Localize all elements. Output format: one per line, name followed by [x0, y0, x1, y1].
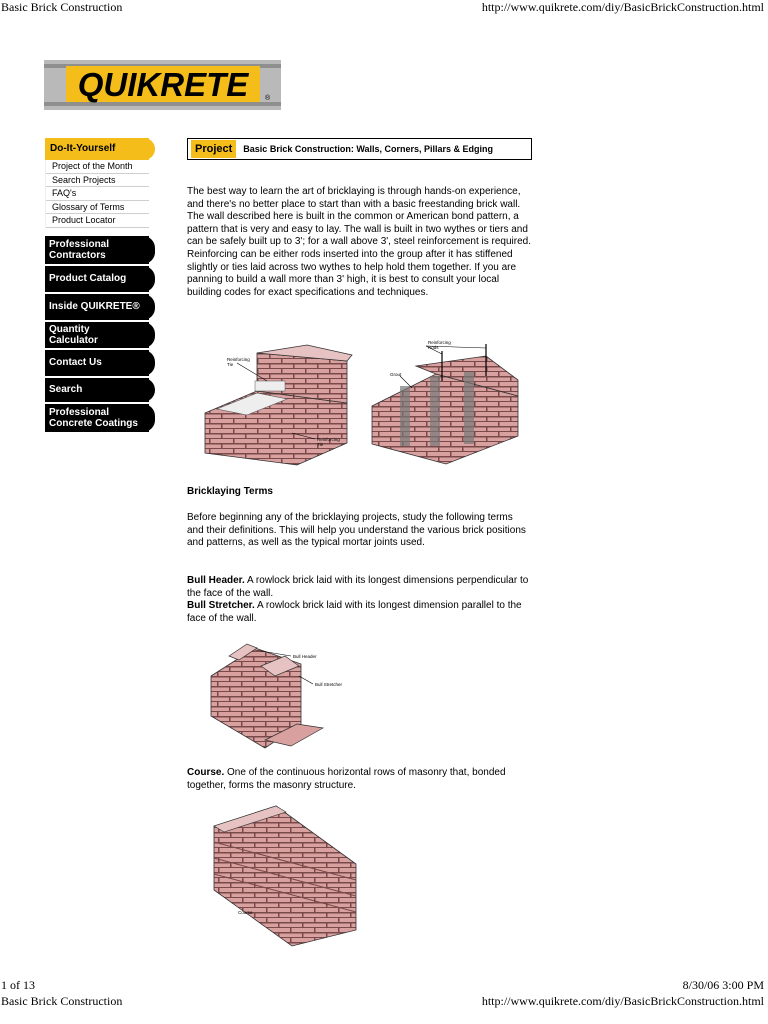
nav-button-contact-us[interactable] [45, 350, 149, 376]
fig1-label-bottom2: Tie [317, 442, 324, 447]
nav-sub-faqs[interactable]: FAQ's [46, 187, 149, 201]
nav-button-label: Concrete Coatings [49, 417, 138, 429]
bull-header-text: A rowlock brick laid with its longest dimensions perpendicular to the face of the wall. [187, 575, 529, 599]
reinforcing-rods-wall-illustration [366, 336, 524, 468]
fig4-label-course: Course [238, 910, 253, 915]
nav-sub-list [45, 160, 149, 228]
print-header [0, 0, 768, 16]
nav-button-concrete-coatings[interactable] [45, 404, 149, 432]
nav-button-label: Inside QUIKRETE® [49, 301, 140, 312]
nav-section-label: Do-It-Yourself [50, 143, 116, 154]
nav-button-label: Search [49, 384, 83, 395]
nav-button-label: Professional [49, 238, 110, 250]
bull-definitions [187, 575, 532, 625]
nav-button-product-catalog[interactable] [45, 266, 149, 292]
bull-header-definition [187, 575, 532, 600]
nav-sub-product-locator[interactable]: Product Locator [46, 214, 149, 228]
course-illustration [206, 802, 364, 950]
nav-button-label: Contractors [49, 249, 106, 261]
nav-button-label: Quantity [49, 323, 90, 335]
fig3-label-stretcher: Bull Stretcher [315, 682, 343, 687]
course-definition [187, 767, 532, 792]
fig3-label-header: Bull Header [293, 654, 317, 659]
nav-button-professional-contractors[interactable] [45, 236, 149, 264]
nav-button-label: Calculator [49, 334, 98, 346]
print-header-title: Basic Brick Construction [1, 0, 123, 14]
nav-button-label: Contact Us [49, 357, 102, 368]
intro-paragraph: The best way to learn the art of bricklaying is through hands-on experience, and there's no better place to start than with a basic freestanding brick wall. The wall described here is built in the common or American bond pattern, a pattern that is very and easy to lay. The wall is built in two wythes or tiers and can be safely built up to 3'; for a wall above 3', steel reinforcement is required. Reinforcing can be either rods inserted into the group after it has stiffened slightly or ties laid across two wythes to help hold them together. If you are panning to build a wall more than 3' high, it is best to consult your local building codes for exact specifications and techniques. [187, 186, 532, 298]
fig2-label-rods2: Rods [428, 345, 439, 350]
left-navigation [45, 138, 149, 434]
quikrete-logo[interactable] [44, 60, 281, 110]
fig2-label-grout: Grout [390, 372, 402, 377]
nav-sub-glossary[interactable]: Glossary of Terms [46, 201, 149, 215]
bull-stretcher-definition [187, 600, 532, 625]
print-footer-url: http://www.quikrete.com/diy/BasicBrickConstruction.html [481, 994, 764, 1008]
terms-intro-paragraph: Before beginning any of the bricklaying projects, study the following terms and their definitions. This will help you understand the various brick positions and patterns, as well as the typical mortar joints used. [187, 512, 526, 549]
course-term: Course. [187, 767, 225, 778]
print-footer [0, 978, 768, 1022]
fig1-label-top: Reinforcing [227, 357, 250, 362]
fig2-label-rods: Reinforcing [428, 340, 451, 345]
print-footer-page: 1 of 13 [1, 978, 35, 992]
bull-header-stretcher-illustration [205, 636, 355, 751]
nav-sub-project-of-month[interactable]: Project of the Month [46, 160, 149, 174]
print-footer-datetime: 8/30/06 3:00 PM [682, 978, 764, 992]
print-footer-title: Basic Brick Construction [1, 994, 123, 1008]
logo-text: QUIKRETE [77, 66, 249, 103]
nav-button-quantity-calculator[interactable] [45, 322, 149, 348]
fig1-label-top2: Tie [227, 362, 234, 367]
project-tag: Project [191, 140, 236, 158]
course-text: One of the continuous horizontal rows of masonry that, bonded together, forms the masonry structure. [187, 767, 506, 791]
reinforcing-tie-wall-illustration [197, 343, 357, 469]
print-header-url: http://www.quikrete.com/diy/BasicBrickConstruction.html [481, 0, 764, 14]
project-title-box [187, 138, 532, 160]
fig1-label-bottom: Reinforcing [317, 437, 340, 442]
bricklaying-terms-heading: Bricklaying Terms [187, 486, 273, 497]
nav-section-diy[interactable] [45, 138, 149, 160]
bull-header-term: Bull Header. [187, 575, 245, 586]
logo-registered: ® [265, 95, 271, 102]
project-title: Basic Brick Construction: Walls, Corners, Pillars & Edging [243, 144, 494, 154]
nav-button-inside-quikrete[interactable] [45, 294, 149, 320]
bull-stretcher-text: A rowlock brick laid with its longest dimension parallel to the face of the wall. [187, 600, 522, 624]
nav-button-label: Professional [49, 406, 110, 418]
bull-stretcher-term: Bull Stretcher. [187, 600, 255, 612]
nav-sub-search-projects[interactable]: Search Projects [46, 174, 149, 188]
nav-button-search[interactable] [45, 378, 149, 402]
nav-button-label: Product Catalog [49, 273, 127, 284]
